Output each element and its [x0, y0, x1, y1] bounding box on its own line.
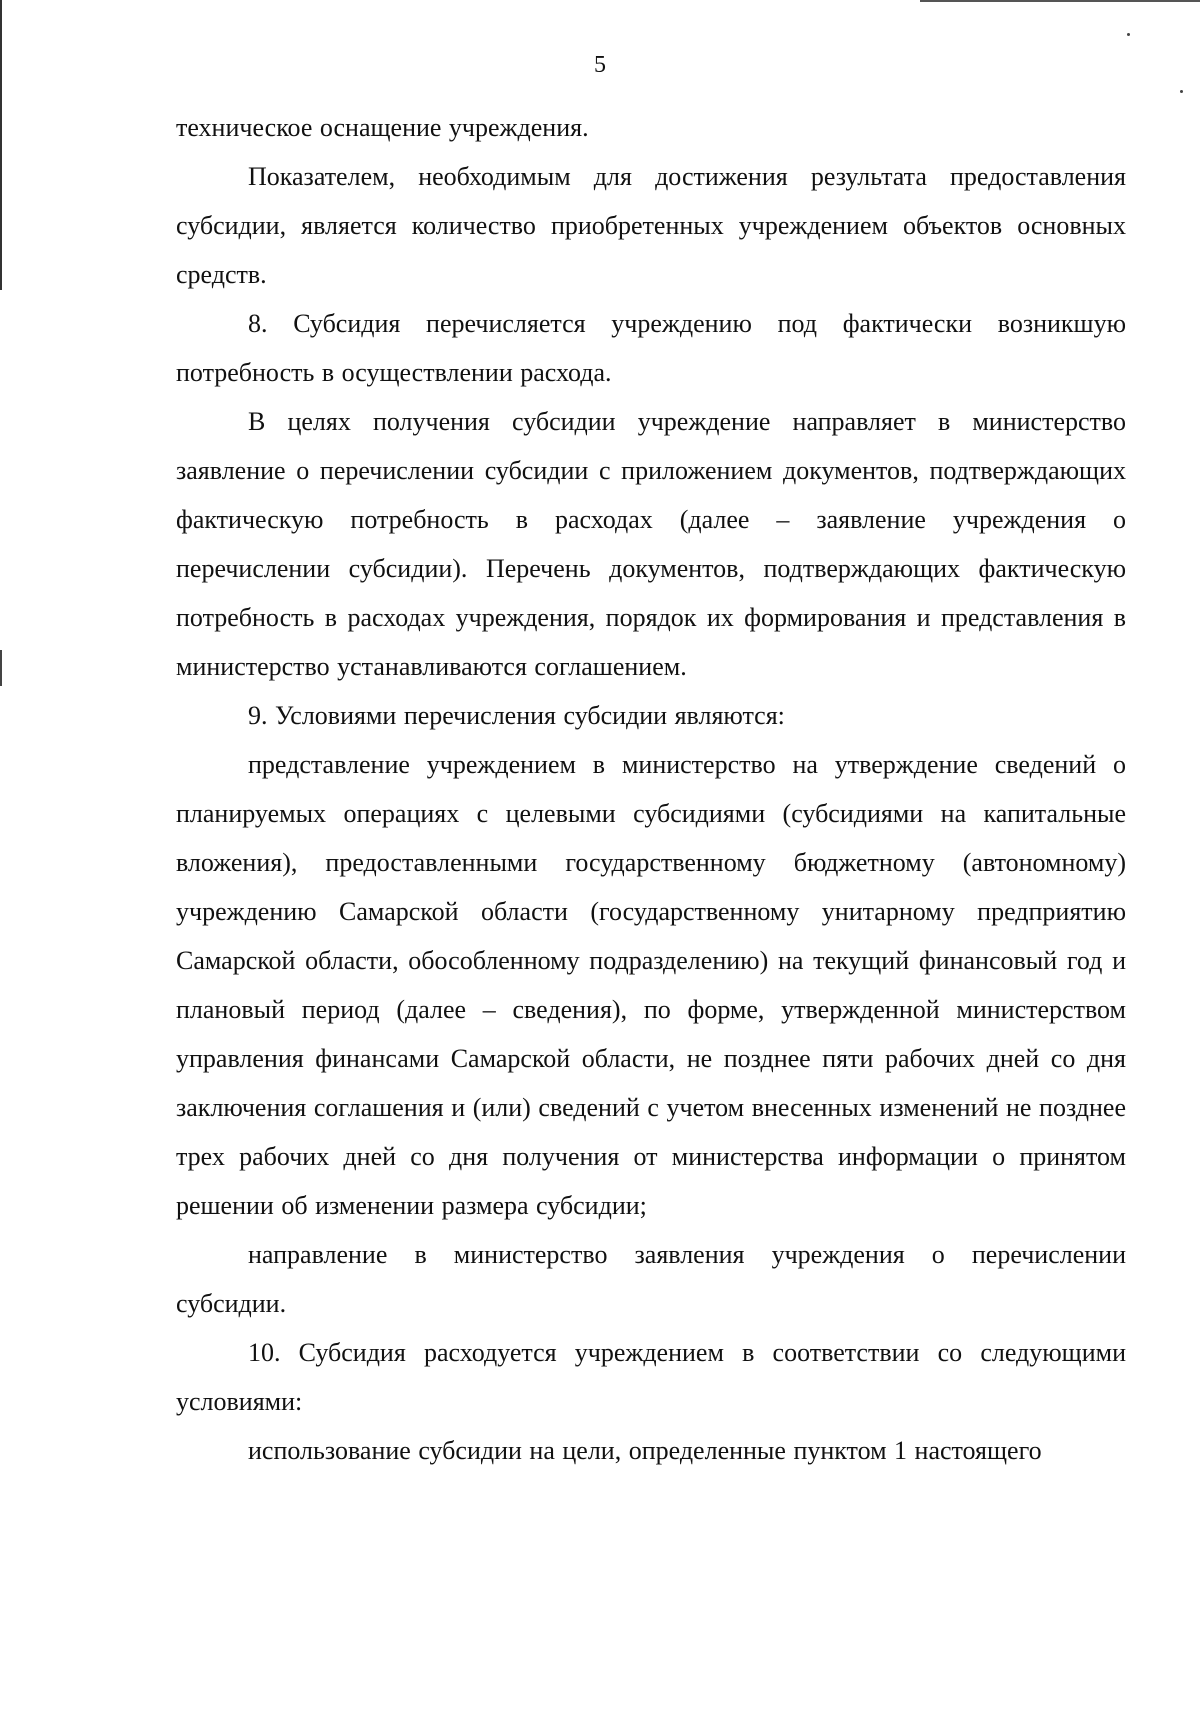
paragraph: Показателем, необходимым для достижения результата предоставления субсидии, является количество приобретенных учреждением объектов основных средств.: [176, 162, 1126, 289]
paragraph-item-9: 9. Условиями перечисления субсидии являются:: [248, 701, 785, 730]
scan-speck: [1180, 90, 1183, 93]
paragraph: направление в министерство заявления учреждения о перечислении субсидии.: [176, 1240, 1126, 1318]
paragraph-item-8: 8. Субсидия перечисляется учреждению под фактически возникшую потребность в осуществлении расхода.: [176, 309, 1126, 387]
paragraph: представление учреждением в министерство на утверждение сведений о планируемых операциях с целевыми субсидиями (субсидиями на капитальные вложения), предоставленными государственному бюджетному (автономному) учреждению Самарской области (государственному унитарному предприятию Самарской области, обособленному подразделению) на текущий финансовый год и плановый период (далее – сведения), по форме, утвержденной министерством управления финансами Самарской области, не позднее пяти рабочих дней со дня заключения соглашения и (или) сведений с учетом внесенных изменений не позднее трех рабочих дней со дня получения от министерства информации о принятом решении об изменении размера субсидии;: [176, 750, 1126, 1220]
page-number: 5: [594, 52, 606, 78]
paragraph-continuation: техническое оснащение учреждения.: [176, 113, 589, 142]
scan-edge-top: [920, 0, 1200, 2]
scan-speck: [1127, 33, 1130, 36]
scan-edge-left: [0, 0, 2, 290]
paragraph: В целях получения субсидии учреждение направляет в министерство заявление о перечислении субсидии с приложением документов, подтверждающих фактическую потребность в расходах (далее – заявление учреждения о перечислении субсидии). Перечень документов, подтверждающих фактическую потребность в расходах учреждения, порядок их формирования и представления в министерство устанавливаются соглашением.: [176, 407, 1126, 681]
scan-mark: [0, 650, 2, 686]
document-body: [176, 103, 1126, 1475]
paragraph: использование субсидии на цели, определенные пунктом 1 настоящего: [248, 1436, 1042, 1465]
paragraph-item-10: 10. Субсидия расходуется учреждением в соответствии со следующими условиями:: [176, 1338, 1126, 1416]
